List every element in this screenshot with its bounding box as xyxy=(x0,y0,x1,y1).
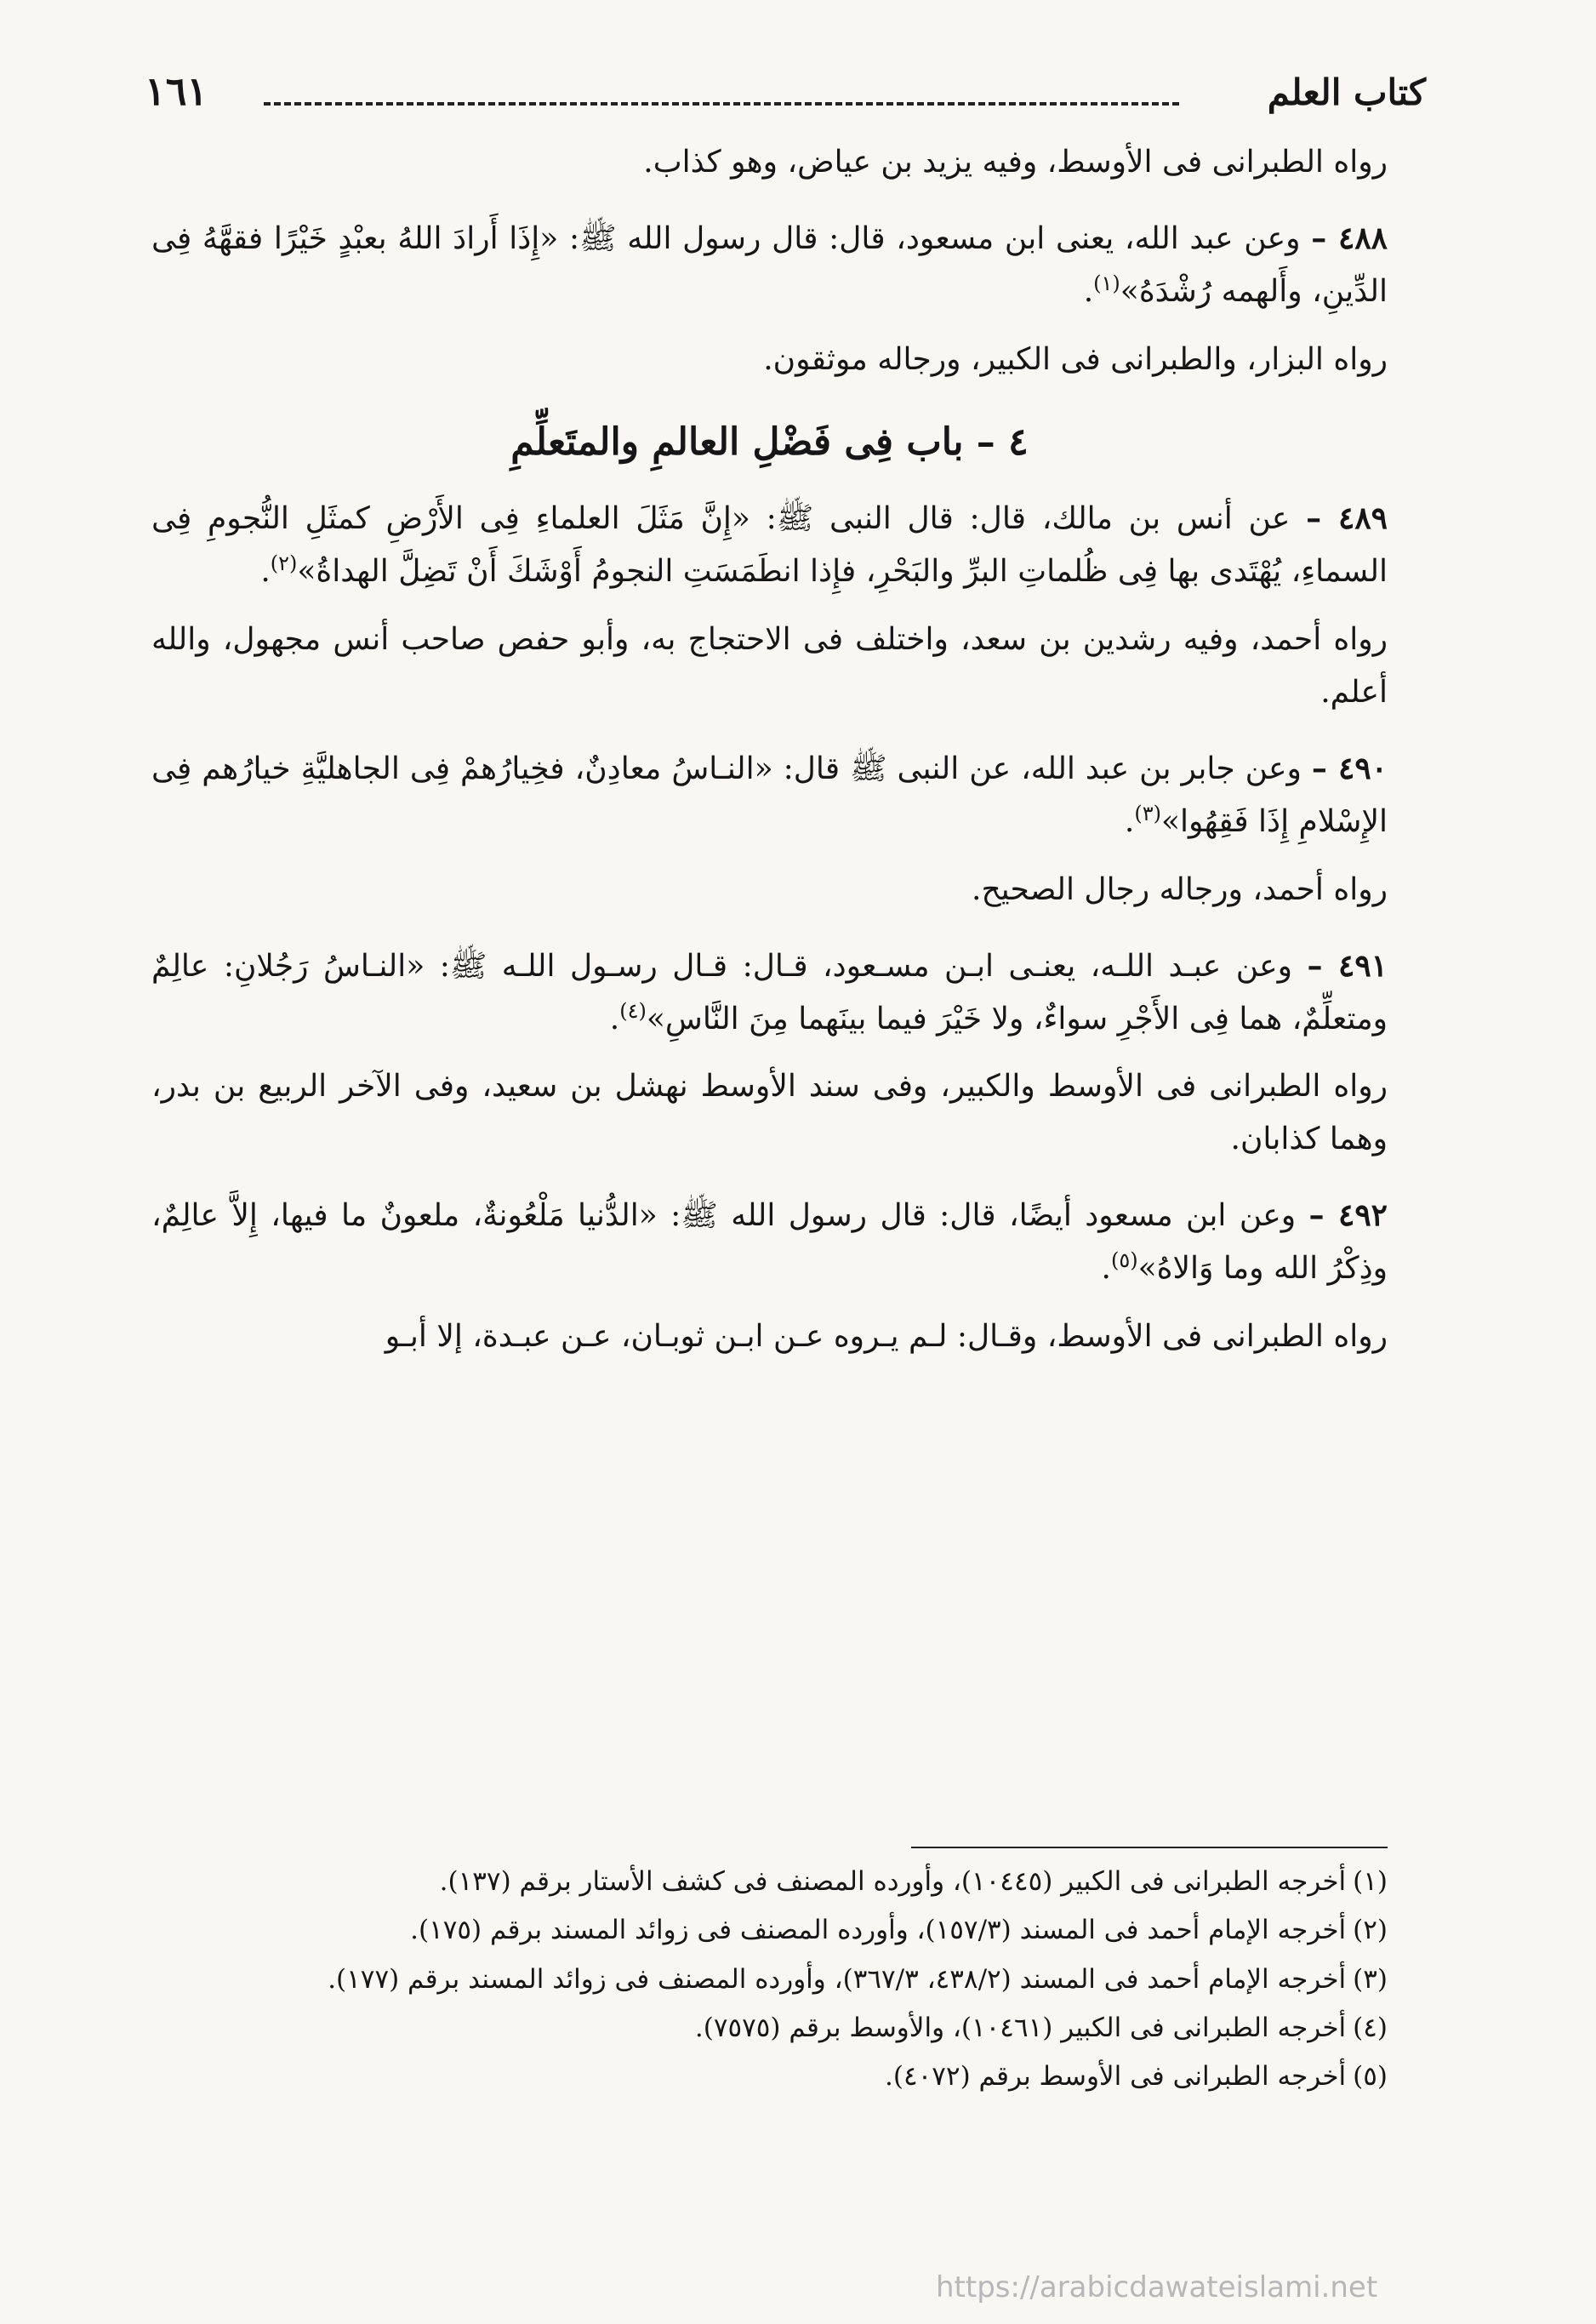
footnote-text: أخرجه الطبرانى فى الكبير (١٠٤٦١)، والأوسط برقم (٧٥٧٥). xyxy=(694,2012,1347,2043)
footnote-1 xyxy=(151,1859,1388,1904)
hadith-end: . xyxy=(260,554,271,590)
hadith-492 xyxy=(151,1190,1388,1295)
source-note-489: رواه أحمد، وفيه رشدين بن سعد، واختلف فى الاحتجاج به، وأبو حفص صاحب أنس مجهول، والله أعلم. xyxy=(151,622,1388,711)
source-note-492: رواه الطبرانى فى الأوسط، وقـال: لـم يـروه عـن ابـن ثوبـان، عـن عبـدة، إلا أبـو xyxy=(385,1319,1388,1355)
hadith-end: . xyxy=(609,1001,620,1036)
footnote-5 xyxy=(151,2054,1388,2099)
footnotes xyxy=(151,1859,1388,2104)
hadith-488 xyxy=(151,213,1388,318)
section-heading: ٤ – باب فِى فَضْلِ العالمِ والمتَعلِّمِ xyxy=(510,420,1029,464)
footnote-text: أخرجه الطبرانى فى الكبير (١٠٤٤٥)، وأورده المصنف فى كشف الأستار برقم (١٣٧). xyxy=(439,1866,1347,1897)
hadith-text: وعن عبـد اللـه، يعنـى ابـن مسـعود، قـال: قـال رسـول اللـه ﷺ: «النـاسُ رَجُلانِ: عالِمٌ ومتعلِّمٌ، هما فِى الأَجْرِ سواءٌ، ولا خَيْرَ فيما بينَهما مِنَ النَّاسِ» xyxy=(151,948,1388,1036)
source-note-487: رواه الطبرانى فى الأوسط، وفيه يزيد بن عياض، وهو كذاب. xyxy=(643,145,1388,180)
footnote-number: (٥) xyxy=(1353,2061,1388,2093)
source-note-491: رواه الطبرانى فى الأوسط والكبير، وفى سند الأوسط نهشل بن سعيد، وفى الآخر الربيع بن بدر، وهما كذابان. xyxy=(151,1069,1388,1157)
book-title: كتاب العلم xyxy=(1267,71,1426,113)
footnote-ref: (٥) xyxy=(1110,1248,1138,1273)
hadith-number: ٤٩١ – xyxy=(1307,947,1388,984)
source-note-490: رواه أحمد، ورجاله رجال الصحيح. xyxy=(972,871,1388,907)
hadith-end: . xyxy=(1083,273,1094,309)
page-header xyxy=(145,66,1426,126)
hadith-text: وعن ابن مسعود أيضًا، قال: قال رسول الله ﷺ: «الدُّنيا مَلْعُونةٌ، ملعونٌ ما فيها، إِلاَّ عالِمٌ، وذِكْرُ الله وما وَالاهُ» xyxy=(151,1198,1388,1287)
header-dashed-rule xyxy=(264,102,1179,106)
footnote-ref: (١) xyxy=(1093,271,1120,295)
footnote-3 xyxy=(151,1957,1388,2002)
footnote-ref: (٤) xyxy=(619,998,647,1023)
hadith-end: . xyxy=(1101,1251,1111,1287)
footnote-4 xyxy=(151,2006,1388,2051)
source-note-488: رواه البزار، والطبرانى فى الكبير، ورجاله موثقون. xyxy=(763,341,1388,377)
site-watermark: https://arabicdawateislami.net xyxy=(936,2270,1378,2304)
hadith-number: ٤٨٩ – xyxy=(1306,500,1388,537)
footnote-ref: (٣) xyxy=(1134,801,1161,825)
hadith-text: عن أنس بن مالك، قال: قال النبى ﷺ: «إِنَّ مَثَلَ العلماءِ فِى الأَرْضِ كمثَلِ النُّجومِ فِى السماءِ، يُهْتَدى بها فِى ظُلماتِ البرِّ والبَحْرِ، فإِذا انطَمَسَتِ النجومُ أَوْشَكَ أَنْ تَضِلَّ الهداةُ» xyxy=(151,501,1388,590)
hadith-490 xyxy=(151,743,1388,848)
hadith-number: ٤٩٠ – xyxy=(1311,750,1388,786)
footnote-text: أخرجه الإمام أحمد فى المسند (١٥٧/٣)، وأورده المصنف فى زوائد المسند برقم (١٧٥). xyxy=(410,1915,1347,1946)
hadith-489 xyxy=(151,493,1388,598)
footnote-ref: (٢) xyxy=(270,551,298,576)
footnote-number: (٢) xyxy=(1353,1915,1388,1946)
hadith-end: . xyxy=(1124,803,1135,839)
footnote-text: أخرجه الإمام أحمد فى المسند (٤٣٨/٢، ٣٦٧/٣)، وأورده المصنف فى زوائد المسند برقم (١٧٧). xyxy=(328,1963,1347,1995)
footnote-number: (٤) xyxy=(1353,2012,1388,2043)
hadith-491 xyxy=(151,940,1388,1046)
footnote-text: أخرجه الطبرانى فى الأوسط برقم (٤٠٧٢). xyxy=(885,2061,1347,2093)
page-number: ١٦١ xyxy=(145,68,208,114)
footnote-number: (٣) xyxy=(1353,1963,1388,1995)
hadith-number: ٤٨٨ – xyxy=(1311,220,1388,256)
hadith-text: وعن عبد الله، يعنى ابن مسعود، قال: قال رسول الله ﷺ: «إِذَا أَرادَ اللهُ بعبْدٍ خَيْرًا فقهَّهُ فِى الدِّينِ، وأَلهمه رُشْدَهُ» xyxy=(151,220,1388,309)
footnote-separator xyxy=(911,1847,1388,1848)
hadith-number: ٤٩٢ – xyxy=(1308,1197,1388,1234)
footnote-number: (١) xyxy=(1353,1866,1388,1897)
hadith-text: وعن جابر بن عبد الله، عن النبى ﷺ قال: «النـاسُ معادِنٌ، فخِيارُهمْ فِى الجاهليَّةِ خيارُهم فِى الإِسْلامِ إِذَا فَقِهُوا» xyxy=(151,751,1388,839)
footnote-2 xyxy=(151,1908,1388,1953)
main-text xyxy=(151,136,1388,1387)
